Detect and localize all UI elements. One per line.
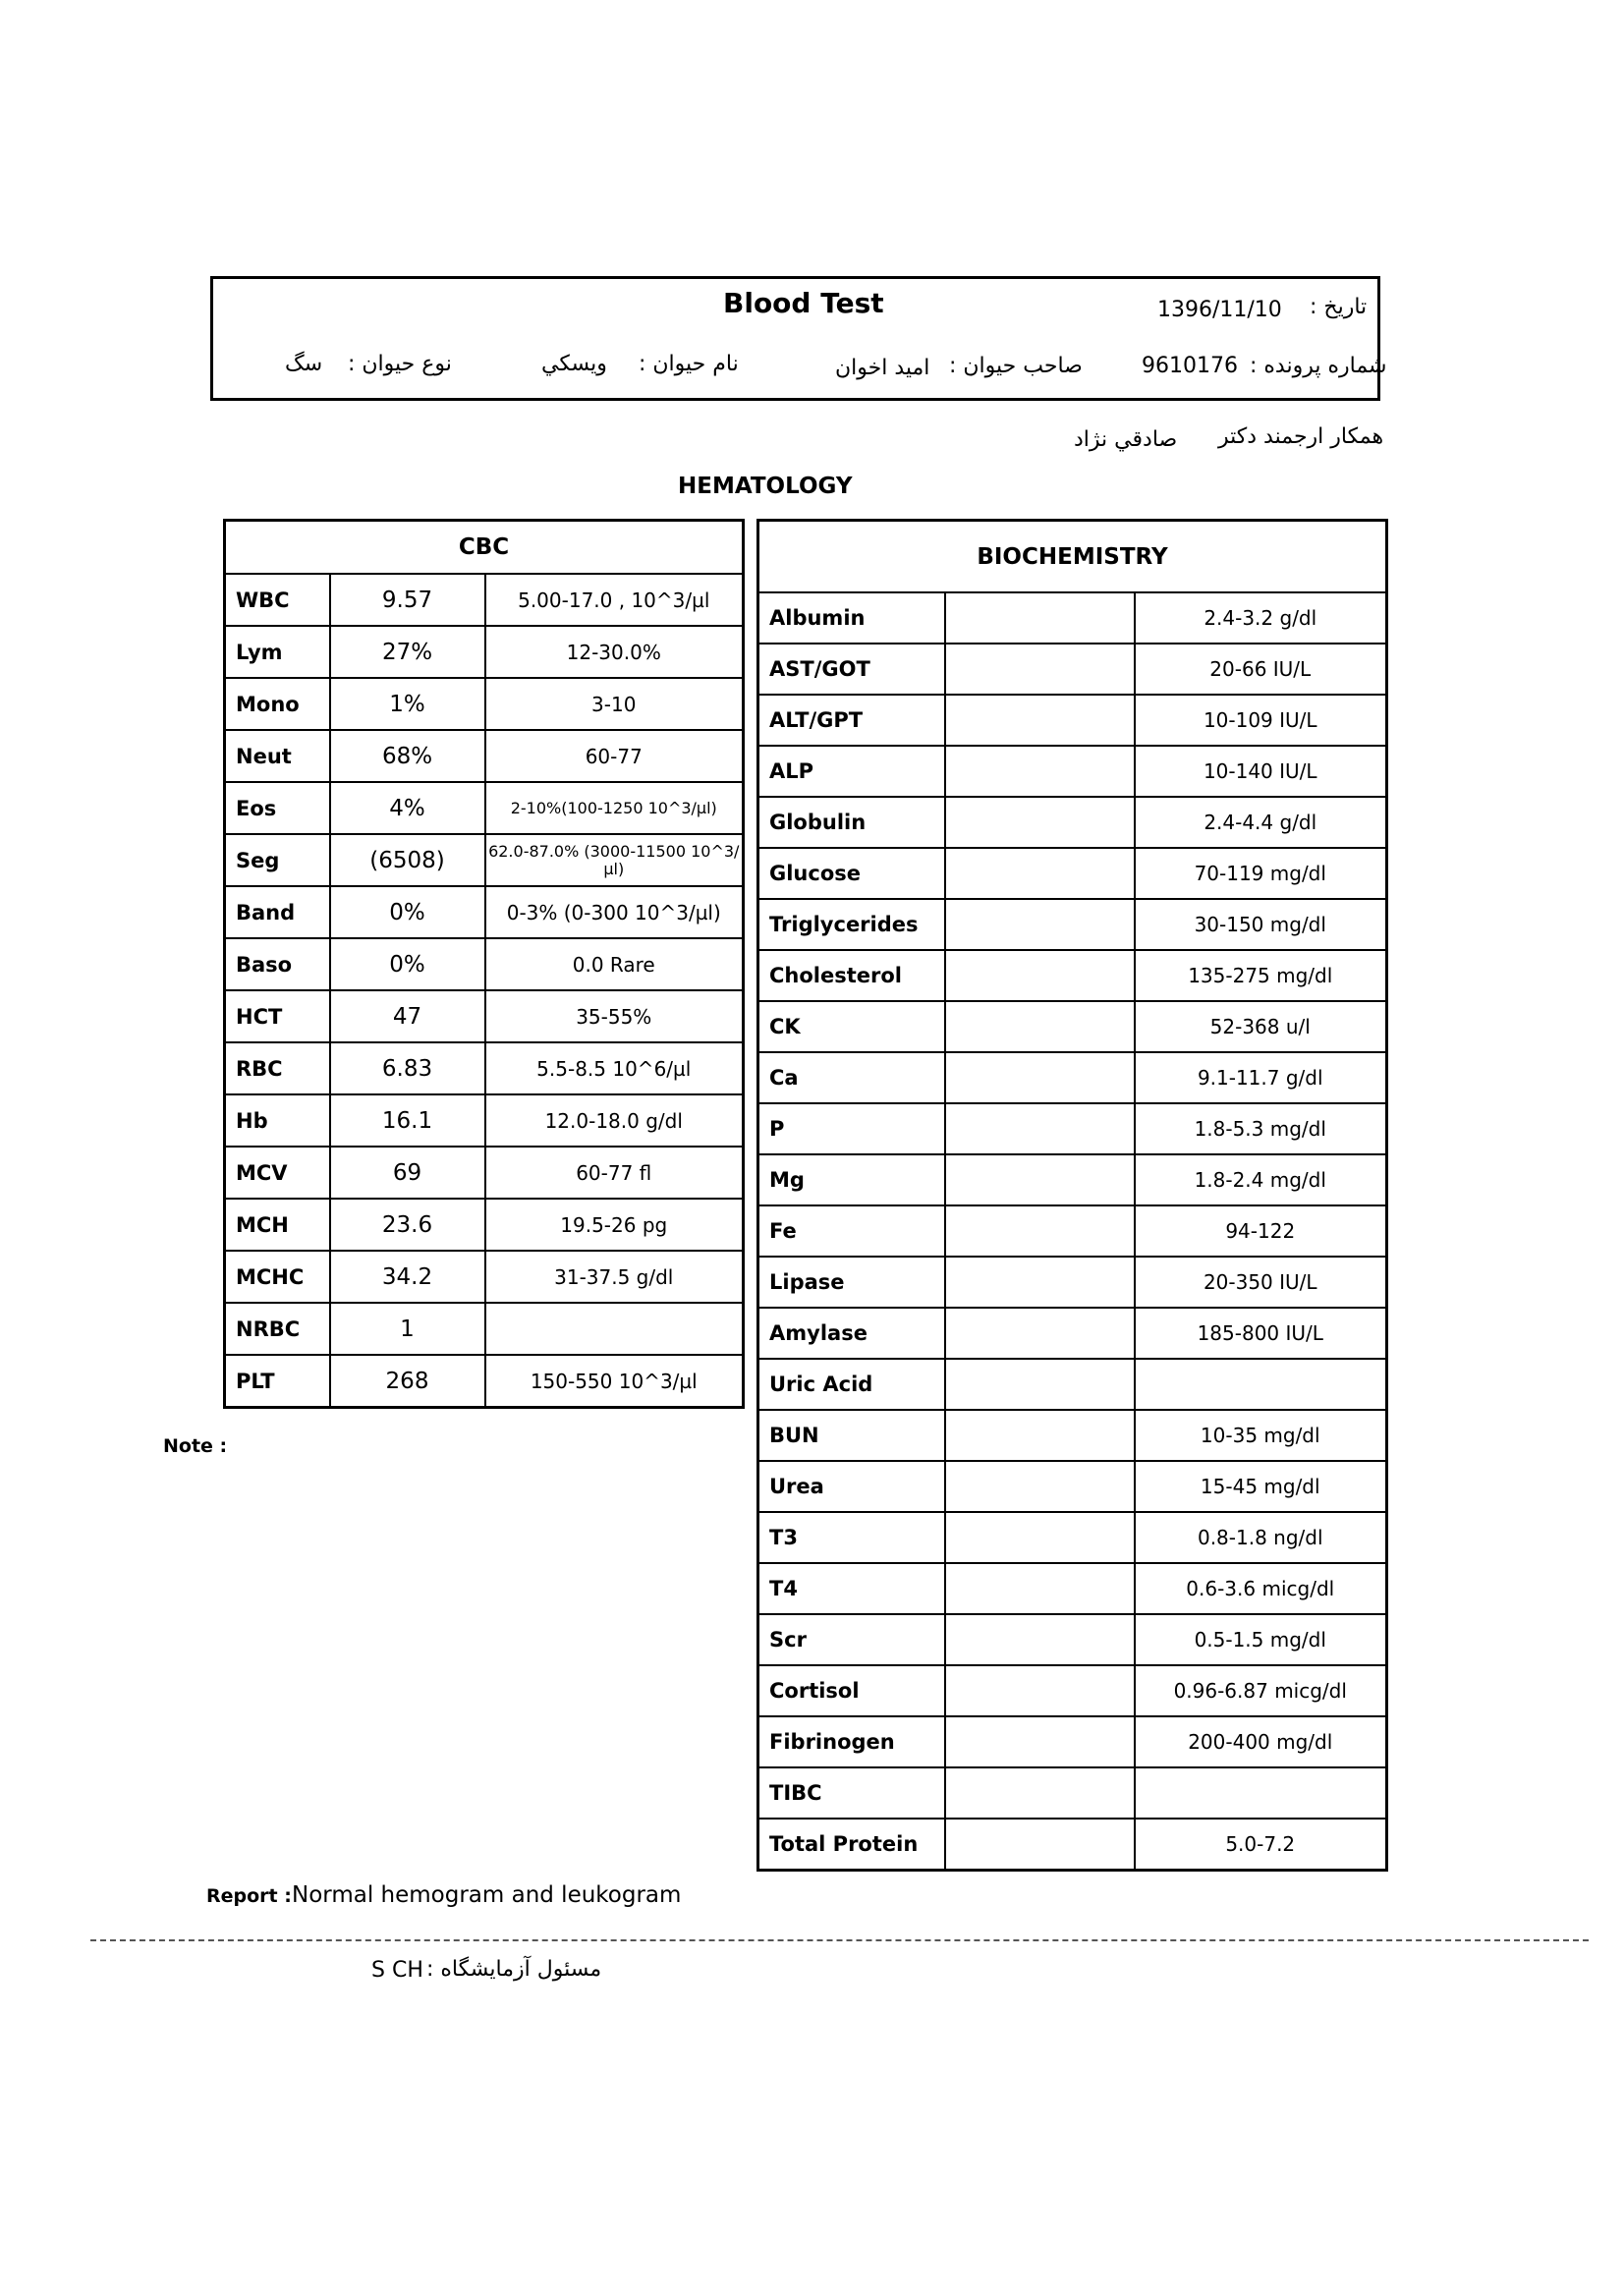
biochemistry-row	[758, 1665, 1387, 1716]
biochemistry-reference-range: 2.4-4.4 g/dl	[1135, 797, 1387, 848]
cbc-row	[225, 1251, 744, 1303]
cbc-reference-range: 3-10	[485, 678, 744, 730]
biochemistry-test-name: Cholesterol	[758, 950, 945, 1001]
biochemistry-test-name: AST/GOT	[758, 644, 945, 695]
cbc-result: 68%	[330, 730, 485, 782]
biochemistry-result	[945, 1461, 1135, 1512]
cbc-result: 1%	[330, 678, 485, 730]
biochemistry-row	[758, 1308, 1387, 1359]
biochemistry-result	[945, 1512, 1135, 1563]
biochemistry-row	[758, 1461, 1387, 1512]
cbc-result: 23.6	[330, 1199, 485, 1251]
cbc-reference-range: 5.00-17.0 , 10^3/µl	[485, 574, 744, 626]
biochemistry-reference-range: 1.8-2.4 mg/dl	[1135, 1154, 1387, 1205]
biochemistry-test-name: Triglycerides	[758, 899, 945, 950]
cbc-reference-range: 12.0-18.0 g/dl	[485, 1094, 744, 1147]
biochemistry-result	[945, 1001, 1135, 1052]
cbc-row	[225, 1094, 744, 1147]
biochemistry-test-name: Urea	[758, 1461, 945, 1512]
biochemistry-reference-range: 70-119 mg/dl	[1135, 848, 1387, 899]
biochemistry-row	[758, 1512, 1387, 1563]
species-label: نوع حیوان :	[348, 352, 452, 376]
cbc-row	[225, 1355, 744, 1408]
biochemistry-test-name: Albumin	[758, 592, 945, 644]
cbc-row	[225, 834, 744, 886]
biochemistry-test-name: Mg	[758, 1154, 945, 1205]
biochemistry-reference-range: 10-109 IU/L	[1135, 695, 1387, 746]
biochemistry-test-name: P	[758, 1103, 945, 1154]
cbc-test-name: NRBC	[225, 1303, 330, 1355]
biochemistry-row	[758, 899, 1387, 950]
biochemistry-reference-range: 2.4-3.2 g/dl	[1135, 592, 1387, 644]
biochemistry-result	[945, 950, 1135, 1001]
cbc-test-name: Hb	[225, 1094, 330, 1147]
note-label: Note :	[163, 1435, 228, 1457]
biochemistry-caption-row	[758, 521, 1387, 593]
biochemistry-result	[945, 592, 1135, 644]
biochemistry-row	[758, 1103, 1387, 1154]
cbc-test-name: Seg	[225, 834, 330, 886]
cbc-test-name: Neut	[225, 730, 330, 782]
biochemistry-row	[758, 1001, 1387, 1052]
biochemistry-reference-range: 52-368 u/l	[1135, 1001, 1387, 1052]
biochemistry-result	[945, 848, 1135, 899]
biochemistry-row	[758, 797, 1387, 848]
report-text: Normal hemogram and leukogram	[292, 1882, 682, 1908]
report-label: Report :	[206, 1885, 292, 1907]
biochemistry-reference-range: 5.0-7.2	[1135, 1819, 1387, 1871]
doctor-label: همکار ارجمند دکتر	[1218, 424, 1384, 449]
biochemistry-row	[758, 1563, 1387, 1614]
cbc-reference-range: 0.0 Rare	[485, 938, 744, 990]
lab-value: S CH	[371, 1958, 423, 1983]
cbc-reference-range: 150-550 10^3/µl	[485, 1355, 744, 1408]
biochemistry-test-name: TIBC	[758, 1767, 945, 1819]
cbc-result: 34.2	[330, 1251, 485, 1303]
biochemistry-test-name: Fe	[758, 1205, 945, 1257]
cbc-reference-range	[485, 1303, 744, 1355]
cbc-row	[225, 886, 744, 938]
cbc-row	[225, 1042, 744, 1094]
biochemistry-result	[945, 1563, 1135, 1614]
cbc-row	[225, 782, 744, 834]
cbc-result: 16.1	[330, 1094, 485, 1147]
biochemistry-test-name: Scr	[758, 1614, 945, 1665]
cbc-test-name: Eos	[225, 782, 330, 834]
biochemistry-test-name: Amylase	[758, 1308, 945, 1359]
biochemistry-row	[758, 746, 1387, 797]
biochemistry-test-name: CK	[758, 1001, 945, 1052]
biochemistry-result	[945, 695, 1135, 746]
biochemistry-result	[945, 746, 1135, 797]
cbc-test-name: Mono	[225, 678, 330, 730]
cbc-test-name: MCV	[225, 1147, 330, 1199]
cbc-test-name: WBC	[225, 574, 330, 626]
biochemistry-test-name: Glucose	[758, 848, 945, 899]
biochemistry-result	[945, 1154, 1135, 1205]
cbc-row	[225, 1147, 744, 1199]
cbc-result: 69	[330, 1147, 485, 1199]
cbc-test-name: HCT	[225, 990, 330, 1042]
biochemistry-reference-range: 94-122	[1135, 1205, 1387, 1257]
cbc-row	[225, 1303, 744, 1355]
cbc-reference-range: 60-77	[485, 730, 744, 782]
biochemistry-row	[758, 1819, 1387, 1871]
cbc-reference-range: 2-10%(100-1250 10^3/µl)	[485, 782, 744, 834]
biochemistry-reference-range: 10-35 mg/dl	[1135, 1410, 1387, 1461]
cbc-row	[225, 990, 744, 1042]
cbc-result: 268	[330, 1355, 485, 1408]
biochemistry-reference-range: 9.1-11.7 g/dl	[1135, 1052, 1387, 1103]
owner-value: امید اخوان	[835, 356, 930, 380]
cbc-test-name: Baso	[225, 938, 330, 990]
cbc-result: 9.57	[330, 574, 485, 626]
cbc-row	[225, 678, 744, 730]
biochemistry-reference-range: 185-800 IU/L	[1135, 1308, 1387, 1359]
cbc-test-name: PLT	[225, 1355, 330, 1408]
biochemistry-test-name: Cortisol	[758, 1665, 945, 1716]
biochemistry-reference-range: 15-45 mg/dl	[1135, 1461, 1387, 1512]
lab-label: مسئول آزمایشگاه :	[426, 1957, 602, 1982]
cbc-reference-range: 35-55%	[485, 990, 744, 1042]
cbc-row	[225, 574, 744, 626]
biochemistry-row	[758, 1410, 1387, 1461]
cbc-caption: CBC	[225, 521, 744, 575]
page-title: Blood Test	[723, 287, 884, 319]
biochemistry-result	[945, 1716, 1135, 1767]
file-number-label: شماره پرونده :	[1250, 354, 1387, 378]
biochemistry-result	[945, 1359, 1135, 1410]
cbc-reference-range: 62.0-87.0% (3000-11500 10^3/µl)	[485, 834, 744, 886]
cbc-test-name: MCHC	[225, 1251, 330, 1303]
cbc-result: 27%	[330, 626, 485, 678]
biochemistry-test-name: Ca	[758, 1052, 945, 1103]
cbc-row	[225, 626, 744, 678]
cbc-reference-range: 0-3% (0-300 10^3/µl)	[485, 886, 744, 938]
cbc-row	[225, 938, 744, 990]
biochemistry-result	[945, 1052, 1135, 1103]
cbc-test-name: RBC	[225, 1042, 330, 1094]
biochemistry-reference-range: 0.8-1.8 ng/dl	[1135, 1512, 1387, 1563]
species-value: سگ	[285, 352, 323, 376]
cbc-test-name: MCH	[225, 1199, 330, 1251]
biochemistry-caption: BIOCHEMISTRY	[758, 521, 1387, 593]
biochemistry-table	[756, 519, 1388, 1872]
cbc-row	[225, 1199, 744, 1251]
biochemistry-reference-range: 200-400 mg/dl	[1135, 1716, 1387, 1767]
biochemistry-result	[945, 797, 1135, 848]
file-number-value: 9610176	[1142, 354, 1238, 378]
date-label: تاریخ :	[1310, 295, 1368, 319]
biochemistry-reference-range: 0.6-3.6 micg/dl	[1135, 1563, 1387, 1614]
owner-label: صاحب حیوان :	[949, 354, 1083, 378]
biochemistry-reference-range: 0.96-6.87 micg/dl	[1135, 1665, 1387, 1716]
biochemistry-reference-range: 135-275 mg/dl	[1135, 950, 1387, 1001]
biochemistry-row	[758, 1716, 1387, 1767]
biochemistry-test-name: Uric Acid	[758, 1359, 945, 1410]
biochemistry-result	[945, 1410, 1135, 1461]
pet-name-value: ویسکي	[541, 352, 607, 376]
cbc-result: 0%	[330, 938, 485, 990]
cbc-table	[223, 519, 745, 1409]
biochemistry-result	[945, 1257, 1135, 1308]
biochemistry-test-name: ALP	[758, 746, 945, 797]
biochemistry-row	[758, 644, 1387, 695]
cbc-result: 47	[330, 990, 485, 1042]
cbc-reference-range: 31-37.5 g/dl	[485, 1251, 744, 1303]
biochemistry-row	[758, 592, 1387, 644]
biochemistry-result	[945, 1767, 1135, 1819]
biochemistry-result	[945, 1614, 1135, 1665]
cbc-test-name: Band	[225, 886, 330, 938]
cbc-reference-range: 12-30.0%	[485, 626, 744, 678]
biochemistry-row	[758, 1359, 1387, 1410]
biochemistry-result	[945, 1103, 1135, 1154]
biochemistry-row	[758, 1052, 1387, 1103]
section-title: HEMATOLOGY	[678, 474, 853, 499]
biochemistry-test-name: Fibrinogen	[758, 1716, 945, 1767]
biochemistry-reference-range: 10-140 IU/L	[1135, 746, 1387, 797]
biochemistry-result	[945, 1665, 1135, 1716]
biochemistry-row	[758, 1205, 1387, 1257]
biochemistry-test-name: ALT/GPT	[758, 695, 945, 746]
cbc-result: (6508)	[330, 834, 485, 886]
cbc-result: 6.83	[330, 1042, 485, 1094]
biochemistry-reference-range	[1135, 1767, 1387, 1819]
biochemistry-result	[945, 1308, 1135, 1359]
biochemistry-row	[758, 1257, 1387, 1308]
biochemistry-reference-range: 20-350 IU/L	[1135, 1257, 1387, 1308]
cbc-reference-range: 19.5-26 pg	[485, 1199, 744, 1251]
biochemistry-test-name: Total Protein	[758, 1819, 945, 1871]
cbc-row	[225, 730, 744, 782]
biochemistry-test-name: Globulin	[758, 797, 945, 848]
biochemistry-reference-range: 30-150 mg/dl	[1135, 899, 1387, 950]
biochemistry-row	[758, 1154, 1387, 1205]
biochemistry-test-name: T4	[758, 1563, 945, 1614]
biochemistry-result	[945, 899, 1135, 950]
cbc-reference-range: 60-77 fl	[485, 1147, 744, 1199]
biochemistry-test-name: T3	[758, 1512, 945, 1563]
biochemistry-row	[758, 1614, 1387, 1665]
cbc-result: 4%	[330, 782, 485, 834]
dashed-separator	[90, 1939, 1589, 1941]
biochemistry-result	[945, 1205, 1135, 1257]
doctor-name: صادقي نژاد	[1074, 427, 1178, 452]
cbc-test-name: Lym	[225, 626, 330, 678]
biochemistry-reference-range	[1135, 1359, 1387, 1410]
biochemistry-row	[758, 950, 1387, 1001]
biochemistry-row	[758, 695, 1387, 746]
biochemistry-row	[758, 1767, 1387, 1819]
biochemistry-test-name: Lipase	[758, 1257, 945, 1308]
date-value: 1396/11/10	[1157, 298, 1282, 322]
cbc-reference-range: 5.5-8.5 10^6/µl	[485, 1042, 744, 1094]
biochemistry-test-name: BUN	[758, 1410, 945, 1461]
biochemistry-reference-range: 1.8-5.3 mg/dl	[1135, 1103, 1387, 1154]
biochemistry-result	[945, 644, 1135, 695]
biochemistry-reference-range: 0.5-1.5 mg/dl	[1135, 1614, 1387, 1665]
biochemistry-row	[758, 848, 1387, 899]
biochemistry-reference-range: 20-66 IU/L	[1135, 644, 1387, 695]
pet-name-label: نام حیوان :	[639, 352, 739, 376]
biochemistry-result	[945, 1819, 1135, 1871]
cbc-result: 1	[330, 1303, 485, 1355]
cbc-result: 0%	[330, 886, 485, 938]
cbc-caption-row	[225, 521, 744, 575]
